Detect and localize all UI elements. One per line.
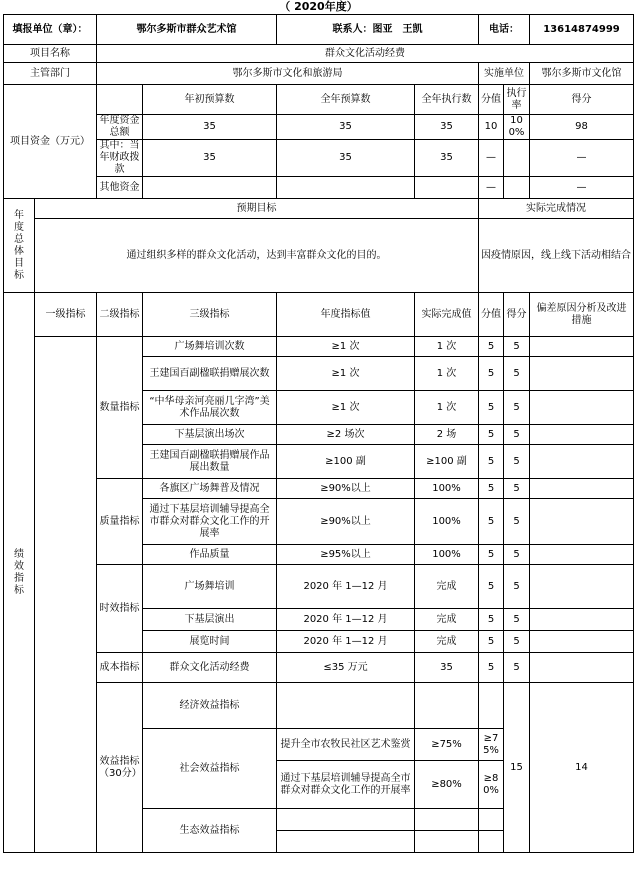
deviation-cell [530, 425, 634, 445]
target-cell [415, 831, 479, 853]
score-cell: 5 [504, 445, 530, 479]
target-cell: 2020 年 1—12 月 [277, 631, 415, 653]
performance-table [3, 14, 634, 853]
funds-cell: — [479, 140, 504, 177]
deviation-cell [530, 653, 634, 683]
l3-cell: 王建国百副楹联捐赠展次数 [143, 357, 277, 391]
score-max-cell: 5 [479, 545, 504, 565]
score-max-cell: 5 [479, 337, 504, 357]
goals-expected-text: 通过组织多样的群众文化活动，达到丰富群众文化的目的。 [35, 219, 479, 293]
l3-cell [277, 809, 415, 831]
funds-row-label: 年度资金总额 [97, 115, 143, 140]
score-max-cell: 5 [479, 445, 504, 479]
actual-cell [479, 831, 504, 853]
deviation-cell [530, 499, 634, 545]
deviation-cell [530, 445, 634, 479]
group-timeliness: 时效指标 [97, 565, 143, 653]
l3-cell: 广场舞培训 [143, 565, 277, 609]
dept-label: 主管部门 [4, 63, 97, 85]
score-max-cell: 5 [479, 653, 504, 683]
target-cell: ≥1 次 [277, 357, 415, 391]
funds-cell [504, 140, 530, 177]
target-cell: ≥2 场次 [277, 425, 415, 445]
page-title: （ 2020年度） [279, 0, 358, 13]
goals-actual-header: 实际完成情况 [479, 199, 634, 219]
target-cell: ≥90%以上 [277, 499, 415, 545]
deviation-cell [530, 631, 634, 653]
target-cell: ≥100 副 [277, 445, 415, 479]
l3-cell: “中华母亲河亮丽几字湾”美术作品展次数 [143, 391, 277, 425]
funds-header: 得分 [530, 85, 634, 115]
perf-label: 绩效指标 [4, 293, 35, 853]
funds-cell: 35 [415, 115, 479, 140]
score-cell: 5 [504, 631, 530, 653]
funds-header: 全年预算数 [277, 85, 415, 115]
l3-cell: 通过下基层培训辅导提高全市群众对群众文化工作的开展率 [277, 761, 415, 809]
actual-cell: 1 次 [415, 357, 479, 391]
deviation-cell [530, 545, 634, 565]
score-max-cell: 5 [479, 631, 504, 653]
funds-header: 年初预算数 [143, 85, 277, 115]
group-eco: 生态效益指标 [143, 809, 277, 853]
group-cost: 成本指标 [97, 653, 143, 683]
dept-value: 鄂尔多斯市文化和旅游局 [97, 63, 479, 85]
actual-cell: 完成 [415, 565, 479, 609]
deviation-cell [530, 391, 634, 425]
score-max-cell: 5 [479, 609, 504, 631]
score-max-cell: 5 [479, 565, 504, 609]
score-max-cell: 5 [479, 425, 504, 445]
funds-corner [97, 85, 143, 115]
deviation-cell [530, 357, 634, 391]
score-cell: 5 [504, 425, 530, 445]
funds-label: 项目资金（万元） [4, 85, 97, 199]
deviation-cell [530, 565, 634, 609]
actual-cell: 100% [415, 479, 479, 499]
funds-cell: 98 [530, 115, 634, 140]
impl-label: 实施单位 [479, 63, 530, 85]
funds-header: 执行率 [504, 85, 530, 115]
funds-row-label: 其他资金 [97, 177, 143, 199]
perf-header: 偏差原因分析及改进措施 [530, 293, 634, 337]
perf-header: 年度指标值 [277, 293, 415, 337]
group-quality: 质量指标 [97, 479, 143, 565]
funds-cell: 35 [143, 115, 277, 140]
funds-header: 分值 [479, 85, 504, 115]
perf-header: 实际完成值 [415, 293, 479, 337]
perf-header: 分值 [479, 293, 504, 337]
group-economic: 经济效益指标 [143, 683, 277, 729]
l3-cell: 通过下基层培训辅导提高全市群众对群众文化工作的开展率 [143, 499, 277, 545]
funds-cell: — [530, 177, 634, 199]
funds-cell: 100% [504, 115, 530, 140]
benefit-score-max: 15 [504, 683, 530, 853]
perf-header: 得分 [504, 293, 530, 337]
l3-cell [277, 831, 415, 853]
unit-value: 鄂尔多斯市群众艺术馆 [97, 15, 277, 45]
funds-cell: — [479, 177, 504, 199]
goals-expected-header: 预期目标 [35, 199, 479, 219]
l3-cell: 下基层演出 [143, 609, 277, 631]
actual-cell: ≥100 副 [415, 445, 479, 479]
l3-cell: 各旗区广场舞普及情况 [143, 479, 277, 499]
l3-cell: 提升全市农牧民社区艺术鉴赏 [277, 729, 415, 761]
funds-cell: 35 [277, 115, 415, 140]
target-cell: ≥75% [415, 729, 479, 761]
project-name-label: 项目名称 [4, 45, 97, 63]
perf-header: 二级指标 [97, 293, 143, 337]
funds-cell [277, 177, 415, 199]
target-cell: ≥90%以上 [277, 479, 415, 499]
target-cell: 2020 年 1—12 月 [277, 565, 415, 609]
score-cell: 5 [504, 357, 530, 391]
l3-cell: 下基层演出场次 [143, 425, 277, 445]
score-cell: 5 [504, 499, 530, 545]
target-cell: ≥1 次 [277, 391, 415, 425]
project-name-value: 群众文化活动经费 [97, 45, 634, 63]
perf-header: 三级指标 [143, 293, 277, 337]
l3-cell: 群众文化活动经费 [143, 653, 277, 683]
group-social: 社会效益指标 [143, 729, 277, 809]
l3-cell: 广场舞培训次数 [143, 337, 277, 357]
actual-cell: 完成 [415, 609, 479, 631]
perf-header: 一级指标 [35, 293, 97, 337]
benefit-score: 14 [530, 683, 634, 853]
actual-cell: 35 [415, 653, 479, 683]
funds-cell: 35 [277, 140, 415, 177]
actual-cell: 1 次 [415, 337, 479, 357]
actual-cell: 1 次 [415, 391, 479, 425]
l3-cell [277, 683, 415, 729]
funds-header: 全年执行数 [415, 85, 479, 115]
goals-actual-text: 因疫情原因，线上线下活动相结合 [479, 219, 634, 293]
funds-cell: 35 [415, 140, 479, 177]
output-level1-cell [35, 337, 97, 853]
actual-cell: ≥75% [479, 729, 504, 761]
phone-value: 13614874999 [530, 15, 634, 45]
score-cell: 5 [504, 545, 530, 565]
l3-cell: 展览时间 [143, 631, 277, 653]
group-quantity: 数量指标 [97, 337, 143, 479]
funds-cell: — [530, 140, 634, 177]
score-max-cell: 5 [479, 499, 504, 545]
unit-label: 填报单位（章）： [4, 15, 97, 45]
actual-cell [479, 809, 504, 831]
phone-label: 电话： [479, 15, 530, 45]
actual-cell: 2 场 [415, 425, 479, 445]
score-cell: 5 [504, 391, 530, 425]
actual-cell: ≥80% [479, 761, 504, 809]
score-cell: 5 [504, 565, 530, 609]
score-cell: 5 [504, 337, 530, 357]
target-cell [415, 683, 479, 729]
deviation-cell [530, 479, 634, 499]
target-cell: 2020 年 1—12 月 [277, 609, 415, 631]
contact: 联系人：图亚 王凯 [277, 15, 479, 45]
actual-cell: 完成 [415, 631, 479, 653]
funds-cell: 35 [143, 140, 277, 177]
target-cell: ≥80% [415, 761, 479, 809]
funds-cell [143, 177, 277, 199]
deviation-cell [530, 609, 634, 631]
score-cell: 5 [504, 479, 530, 499]
target-cell: ≥95%以上 [277, 545, 415, 565]
deviation-cell [530, 337, 634, 357]
funds-row-label: 其中：当年财政拨款 [97, 140, 143, 177]
score-max-cell: 5 [479, 357, 504, 391]
funds-cell [415, 177, 479, 199]
target-cell [415, 809, 479, 831]
goals-label: 年度总体目标 [4, 199, 35, 293]
funds-cell: 10 [479, 115, 504, 140]
target-cell: ≤35 万元 [277, 653, 415, 683]
l3-cell: 作品质量 [143, 545, 277, 565]
l3-cell: 王建国百副楹联捐赠展作品展出数量 [143, 445, 277, 479]
target-cell: ≥1 次 [277, 337, 415, 357]
score-cell: 5 [504, 653, 530, 683]
actual-cell [479, 683, 504, 729]
funds-cell [504, 177, 530, 199]
impl-value: 鄂尔多斯市文化馆 [530, 63, 634, 85]
actual-cell: 100% [415, 499, 479, 545]
benefit-label: 效益指标（30分） [97, 683, 143, 853]
score-max-cell: 5 [479, 391, 504, 425]
actual-cell: 100% [415, 545, 479, 565]
score-cell: 5 [504, 609, 530, 631]
score-max-cell: 5 [479, 479, 504, 499]
